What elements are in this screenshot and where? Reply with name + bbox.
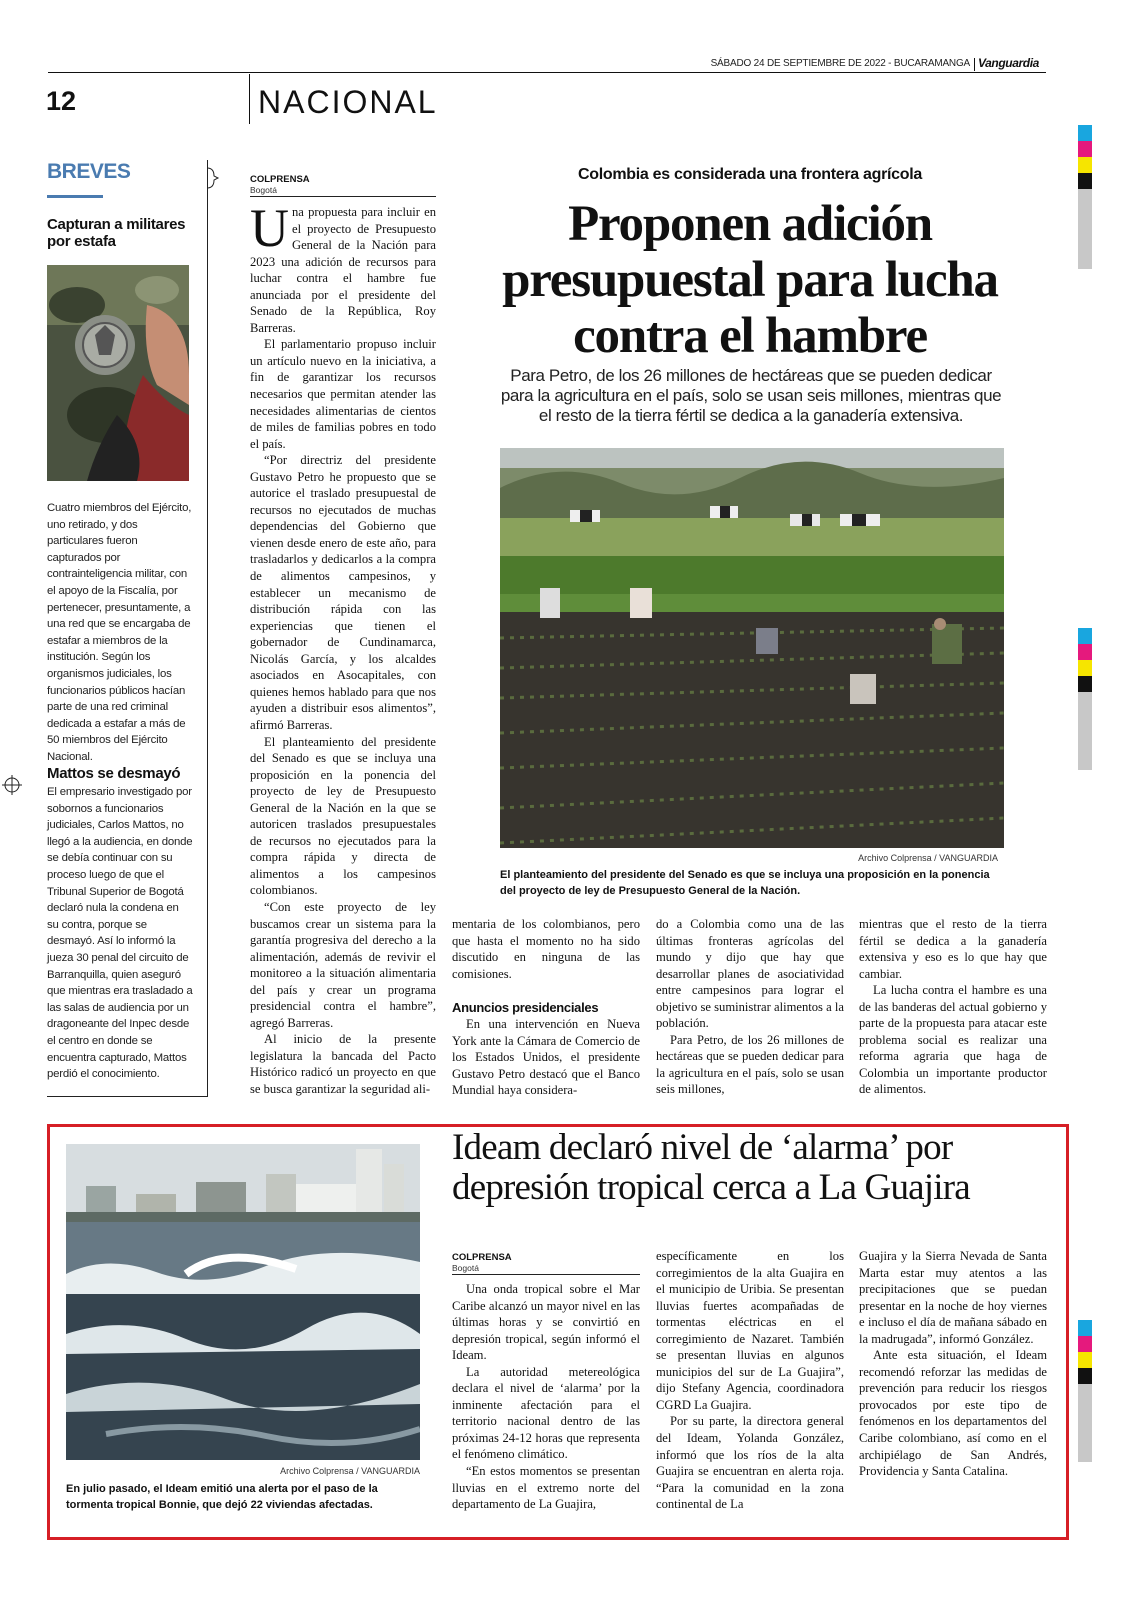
box-byline-rule (452, 1274, 640, 1275)
color-registration-bar (1078, 628, 1092, 770)
paragraph: “En estos momentos se presentan lluvias en el extremo norte del departamento de La Guajira, (452, 1464, 640, 1512)
paragraph: La lucha contra el hambre es una de las banderas del actual gobierno y parte de la propuesta para atacar este problema social es realizar una reforma agraria que haga de Colombia un importante productor de alimentos. (859, 983, 1047, 1097)
main-article-col4 (859, 916, 1047, 1098)
subhead: Anuncios presidenciales (452, 1000, 599, 1016)
breve-title-1: Capturan a militares por estafa (47, 216, 186, 250)
paragraph: “Con este proyecto de ley buscamos crear un sistema para la garantía progresiva del derecho a la alimentación, además de revivir el monitoreo a la situación alimentaria del país y crear un programa presidencial contra el hambre”, agregó Barreras. (250, 899, 436, 1030)
paragraph: Una onda tropical sobre el Mar Caribe alcanzó un mayor nivel en las últimas horas y se convirtió en depresión tropical, según informó el Ideam. (452, 1282, 640, 1363)
dateline-divider (974, 58, 975, 71)
main-article-col3 (656, 916, 844, 1098)
breve-title-2: Mattos se desmayó (47, 765, 181, 782)
paragraph: do a Colombia como una de las últimas fronteras agrícolas del mundo y dijo que hay que desarrollar planes de asociatividad entre campesinos para lograr el objetivo se suministrar alimentos a la población. (656, 917, 844, 1031)
breves-label: BREVES (47, 160, 131, 183)
photo-credit: Archivo Colprensa / VANGUARDIA (858, 853, 998, 863)
bracket-decoration (206, 166, 222, 190)
paragraph: El parlamentario propuso incluir un artículo nuevo en la iniciativa, a fin de garantizar los recursos necesarios que permitan atender las necesidades alimentarias de cientos de miles de familias pobres en todo el país. (250, 337, 436, 451)
breves-underline (47, 195, 103, 198)
paragraph: específicamente en los corregimientos de la alta Guajira en el municipio de Uribia. Se presentan lluvias fuertes acompañadas de tormentas eléctricas en el corregimiento de Nazaret. También se presentan lluvias en algunos municipios del sur de La Guajira”, dijo Stefany Agencia, coordinadora CGRD La Guajira. (656, 1249, 844, 1412)
kicker: Colombia es considerada una frontera agrícola (578, 166, 922, 183)
military-patch-photo (47, 265, 189, 481)
paragraph: mentaria de los colombianos, pero que hasta el momento no ha sido discutido en ninguna de las comisiones. (452, 917, 640, 981)
box-headline: Ideam declaró nivel de ‘alarma’ por depresión tropical cerca a La Guajira (452, 1127, 970, 1208)
paragraph: Al inicio de la presente legislatura la bancada del Pacto Histórico radicó un proyecto en que se busca garantizar la seguridad ali- (250, 1032, 436, 1096)
top-rule (48, 72, 1046, 73)
photo-caption: El planteamiento del presidente del Senado es que se incluya una proposición en la ponencia del proyecto de ley de Presupuesto General de la Nación. (500, 869, 990, 897)
box-col1 (452, 1281, 640, 1513)
box-photo-caption: En julio pasado, el Ideam emitió una alerta por el paso de la tormenta tropical Bonnie, que dejó 22 viviendas afectadas. (66, 1483, 378, 1511)
paragraph: En una intervención en Nueva York ante la Cámara de Comercio de los Estados Unidos, el presidente Gustavo Petro destacó que el Banco Mundial haya considera- (452, 1017, 640, 1098)
box-photo-credit: Archivo Colprensa / VANGUARDIA (280, 1466, 420, 1476)
brand-logo: Vanguardia (978, 56, 1039, 70)
dateline: SÁBADO 24 DE SEPTIEMBRE DE 2022 - BUCARAMANGA (710, 58, 970, 69)
main-article-col2 (452, 916, 640, 1099)
color-registration-bar (1078, 125, 1092, 269)
breves-column (47, 160, 208, 1097)
paragraph: “Por directriz del presidente Gustavo Petro he propuesto que se autorice el traslado presupuestal de recursos no ejecutados de muchas dependencias del Gobierno que vienen desde enero de este año, para trasladarlos y dedicarlos a la compra de alimentos campesinos, y establecer un mecanismo de distribución rápida con las experiencias que tienen el gobernador de Cundinamarca, Nicolás García, y los alcaldes asociados en Asocapitales, con quienes hemos hablado para que nos ayuden a distribuir esos alimentos”, afirmó Barreras. (250, 453, 436, 732)
box-byline-agency: COLPRENSA (452, 1252, 512, 1263)
paragraph: Para Petro, de los 26 millones de hectáreas que se pueden dedicar para la agricultura en el país, solo se usan seis millones, (656, 1032, 844, 1097)
paragraph: El planteamiento del presidente del Senado es que se incluya una proposición en la ponencia del proyecto de ley de Presupuesto General de la Nación en la que se autoricen traslados presupuestales de recursos no ejecutados para la compra rápida y directa de alimentos a los campesinos colombianos. (250, 734, 436, 898)
breve-body-1: Cuatro miembros del Ejército, uno retirado, y dos particulares fueron capturados por contrainteligencia militar, con el apoyo de la Fiscalía, por pertenecer, presuntamente, a una red que se encargaba de estafar a miembros de la institución. Según los organismos judiciales, los funcionarios públicos hacían parte de una red criminal dedicada a estafar a más de 50 miembros del Ejército Nacional. (47, 502, 192, 763)
lead: Para Petro, de los 26 millones de hectáreas que se pueden dedicar para la agricultura en el país, solo se usan seis millones, mientras que el resto de la tierra fértil se dedica a la ganadería extensiva. (500, 366, 1002, 425)
drop-cap: U (250, 198, 289, 258)
box-col2 (656, 1248, 844, 1513)
paragraph: Guajira y la Sierra Nevada de Santa Marta estar muy atentos a las precipitaciones que se puedan presentar en la noche de hoy viernes e incluso el día de mañana sábado en la madrugada”, informó González. (859, 1249, 1047, 1346)
farmers-field-photo (500, 448, 1004, 848)
byline-agency: COLPRENSA (250, 174, 310, 185)
byline-city: Bogotá (250, 185, 277, 195)
section-title: NACIONAL (258, 84, 438, 120)
paragraph: Ante esta situación, el Ideam recomendó reforzar las medidas de prevención para reducir los riesgos provocados por este tipo de fenómenos en los departamentos del Caribe colombiano, así como en el archipiélago de San Andrés, Providencia y Santa Catalina. (859, 1348, 1047, 1479)
paragraph: na propuesta para incluir en el proyecto de Presupuesto General de la Nación para 2023 una adición de recursos para luchar contra el hambre fue anunciada por el presidente del Senado de la República, Roy Barreras. (250, 205, 436, 335)
registration-crosshair-icon (2, 775, 22, 795)
section-divider (249, 74, 250, 124)
main-article-col1 (250, 198, 436, 1098)
page-number: 12 (46, 86, 77, 116)
headline: Proponen adición presupuestal para lucha contra el hambre (502, 196, 998, 364)
paragraph: La autoridad metereológica declara el nivel de ‘alarma’ por la inminente afectación para el territorio nacional dentro de las próximas 24-12 horas que representa el fenómeno climático. (452, 1364, 640, 1462)
stormy-sea-photo (66, 1144, 420, 1460)
box-col3 (859, 1248, 1047, 1480)
paragraph: mientras que el resto de la tierra fértil se dedica a la ganadería extensiva y eso es lo que hay que cambiar. (859, 917, 1047, 981)
byline-rule (250, 196, 436, 197)
color-registration-bar (1078, 1320, 1092, 1462)
breve-body-2: El empresario investigado por sobornos a funcionarios judiciales, Carlos Mattos, no llegó a la audiencia, en donde se debía continuar con su proceso luego de que el Tribunal Superior de Bogotá declaró nula la condena en su contra, porque se desmayó. Así lo informó la jueza 30 penal del circuito de Barranquilla, quien aseguró que mientras era trasladado a las salas de audiencia por un dragoneante del Inpec desde el centro en donde se encuentra capturado, Mattos perdió el conocimiento. (47, 786, 193, 1081)
box-byline-city: Bogotá (452, 1263, 479, 1273)
paragraph: Por su parte, la directora general del Ideam, Yolanda González, informó que los ríos de la alta Guajira se encuentran en alerta roja. “Para la comunidad en la zona continental de La (656, 1414, 844, 1512)
